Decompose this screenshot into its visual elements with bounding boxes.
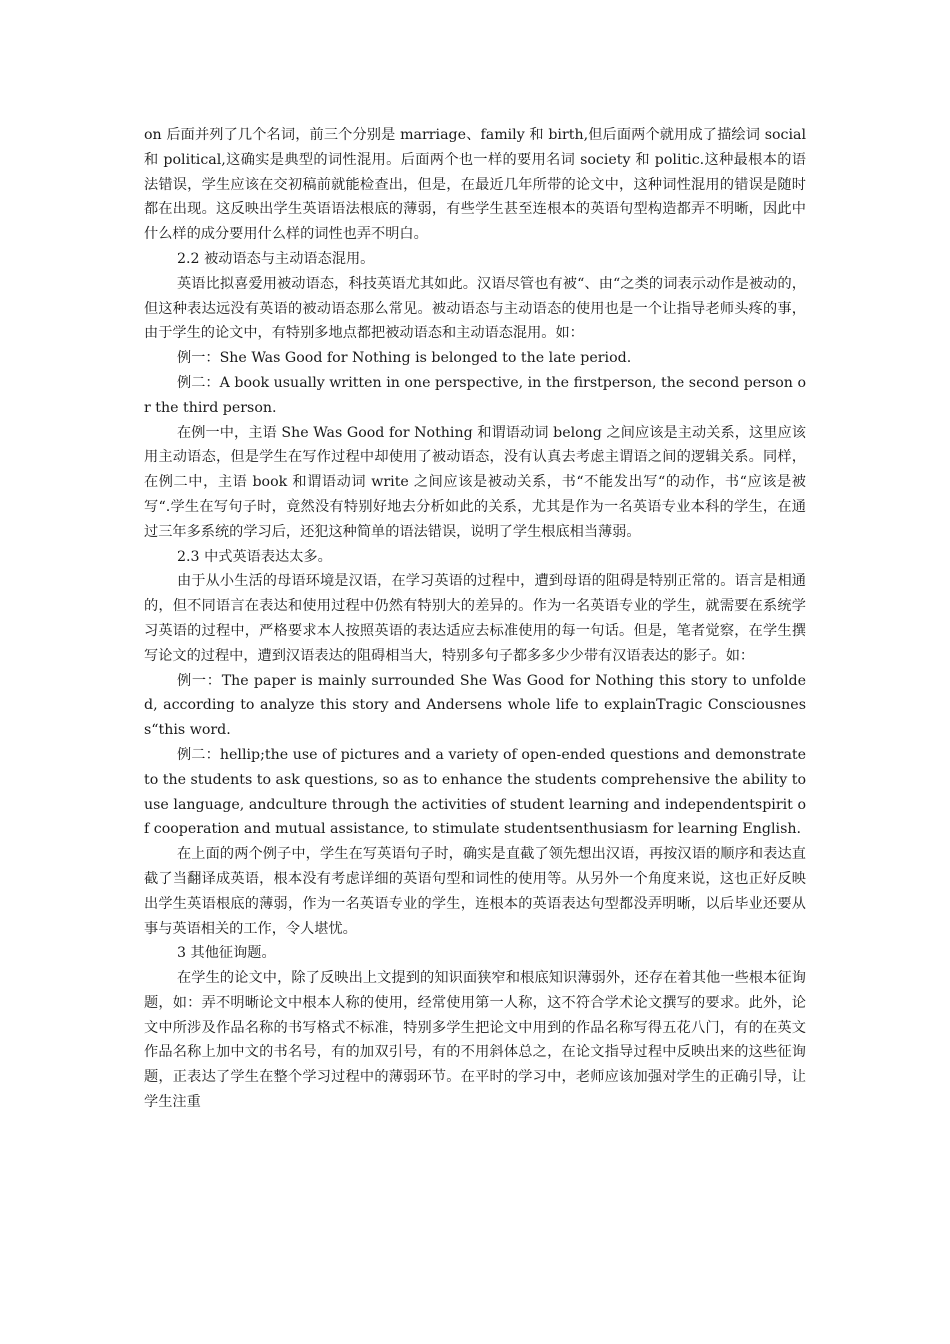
paragraph-2: 英语比拟喜爱用被动语态，科技英语尤其如此。汉语尽管也有被“、由“之类的词表示动作是被动的，但这种表达远没有英语的被动语态那么常见。被动语态与主动语态的使用也是一个让指导老师头疼的事，由于学生的论文中，有特别多地点都把被动语态和主动语态混用。如： — [144, 275, 806, 342]
section-heading-2-2: 2.2 被动语态与主动语态混用。 — [177, 250, 375, 267]
paragraph-4: 由于从小生活的母语环境是汉语，在学习英语的过程中，遭到母语的阻碍是特别正常的。语言是相通的，但不同语言在表达和使用过程中仍然有特别大的差异的。作为一名英语专业的学生，就需要在系统学习英语的过程中，严格要求本人按照英语的表达适应去标准使用的每一句话。但是，笔者觉察，在学生撰写论文的过程中，遭到汉语表达的阻碍相当大，特别多句子都多多少少带有汉语表达的影子。如： — [144, 573, 806, 664]
paragraph-1: on 后面并列了几个名词，前三个分别是 marriage、family 和 birth,但后面两个就用成了描绘词 social 和 political,这确实是典型的词性混用。后面两个也一样的要用名词 society 和 politic.这种最根本的语法错误，学生应该在交初稿前就能检查出，但是，在最近几年所带的论文中，这种词性混用的错误是随时都在出现。这反映出学生英语语法根底的薄弱，有些学生甚至连根本的英语句型构造都弄不明晰，因此中什么样的成分要用什么样的词性也弄不明白。 — [144, 127, 806, 243]
example-1-passive: 例一：She Was Good for Nothing is belonged to the late period. — [177, 350, 632, 367]
section-heading-3: 3 其他征询题。 — [177, 945, 276, 962]
section-heading-2-3: 2.3 中式英语表达太多。 — [177, 548, 332, 565]
paragraph-5: 在上面的两个例子中，学生在写英语句子时，确实是直截了领先想出汉语，再按汉语的顺序和表达直截了当翻译成英语，根本没有考虑详细的英语句型和词性的使用等。从另外一个角度来说，这也正好反映出学生英语根底的薄弱，作为一名英语专业的学生，连根本的英语表达句型都没弄明晰，以后毕业还要从事与英语相关的工作，令人堪忧。 — [144, 846, 806, 937]
example-2-chinglish: 例二：hellip;the use of pictures and a variety of open-ended questions and demonstrate to the students to ask questions, so as to enhance the students comprehensive the ability to use language, andculture through the activities of student learning and independentspirit of cooperation and mutual assistance, to stimulate studentsenthusiasm for learning English. — [144, 746, 806, 838]
paragraph-3: 在例一中，主语 She Was Good for Nothing 和谓语动词 belong 之间应该是主动关系，这里应该用主动语态，但是学生在写作过程中却使用了被动语态，没有认真去考虑主谓语之间的逻辑关系。同样，在例二中，主语 book 和谓语动词 write 之间应该是被动关系，书“不能发出写“的动作，书“应该是被写“.学生在写句子时，竟然没有特别好地去分析如此的关系，尤其是作为一名英语专业本科的学生，在通过三年多系统的学习后，还犯这种简单的语法错误，说明了学生根底相当薄弱。 — [144, 424, 806, 540]
example-1-chinglish: 例一：The paper is mainly surrounded She Was Good for Nothing this story to unfolded, according to analyze this story and Andersens whole life to explainTragic Consciousness“this word. — [144, 672, 806, 739]
example-2-passive: 例二：A book usually written in one perspective, in the firstperson, the second person or the third person. — [144, 374, 806, 416]
document-page — [144, 123, 806, 1115]
paragraph-6: 在学生的论文中，除了反映出上文提到的知识面狭窄和根底知识薄弱外，还存在着其他一些根本征询题，如：弄不明晰论文中根本人称的使用，经常使用第一人称，这不符合学术论文撰写的要求。此外，论文中所涉及作品名称的书写格式不标准，特别多学生把论文中用到的作品名称写得五花八门，有的在英文作品名称上加中文的书名号，有的加双引号，有的不用斜体总之，在论文指导过程中反映出来的这些征询题，正表达了学生在整个学习过程中的薄弱环节。在平时的学习中，老师应该加强对学生的正确引导，让学生注重 — [144, 970, 806, 1111]
